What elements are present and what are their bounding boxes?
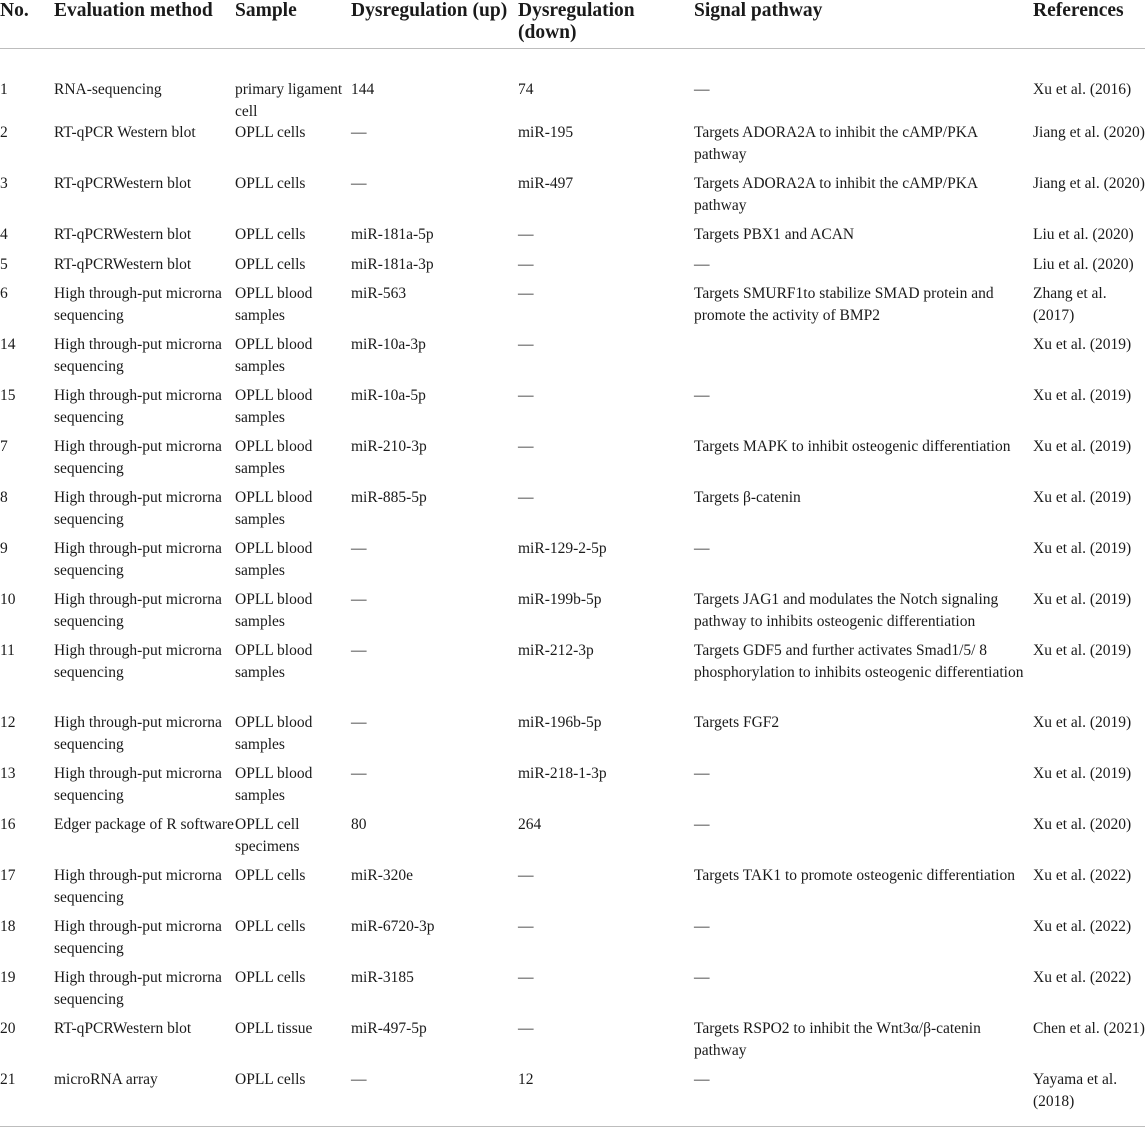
col-evaluation-method-cell: High through-put microrna sequencing [54, 765, 222, 804]
col-references-cell: Xu et al. (2022) [1033, 918, 1132, 935]
col-dysregulation-down-cell: 12 [518, 1069, 694, 1127]
col-no-cell: 5 [0, 255, 8, 273]
col-sample-cell: OPLL cell specimens [235, 816, 300, 855]
col-references-cell: Xu et al. (2019) [1033, 336, 1132, 353]
col-evaluation-method-cell: High through-put microrna sequencing [54, 387, 222, 426]
col-references-cell: Liu et al. (2020) [1033, 255, 1134, 273]
col-dysregulation-down-cell: miR-195 [518, 124, 574, 141]
table-header [0, 0, 1145, 49]
col-references-cell: Xu et al. (2019) [1033, 540, 1132, 557]
table-row [0, 1069, 1145, 1127]
col-dysregulation-down-cell: miR-196b-5p [518, 714, 602, 731]
col-evaluation-method-cell: RT-qPCRWestern blot [54, 226, 192, 243]
col-signal-pathway-cell: Targets β-catenin [694, 489, 801, 506]
col-dysregulation-down-cell: — [518, 255, 534, 273]
col-references-cell: Jiang et al. (2020) [1033, 124, 1145, 141]
col-evaluation-method-cell: High through-put microrna sequencing [54, 540, 222, 579]
col-sample-cell: OPLL blood samples [235, 540, 313, 579]
col-evaluation-method-cell: High through-put microrna sequencing [54, 867, 222, 906]
col-sample-cell: OPLL cells [235, 969, 306, 986]
col-evaluation-method-cell: High through-put microrna sequencing [54, 591, 222, 630]
table-row [0, 173, 1145, 224]
table-row [0, 640, 1145, 712]
col-dysregulation-up-cell: — [351, 765, 367, 782]
col-dysregulation-up-cell: miR-10a-5p [351, 387, 426, 404]
col-sample-cell: OPLL blood samples [235, 438, 313, 477]
col-dysregulation-down-cell: — [518, 918, 534, 935]
table-row [0, 334, 1145, 385]
col-signal-pathway-cell: Targets GDF5 and further activates Smad1/5/ 8 phosphorylation to inhibits osteogenic differentiation [694, 642, 1024, 681]
col-dysregulation-down-cell: — [518, 969, 534, 986]
col-sample-cell: OPLL cells [235, 867, 306, 884]
col-no-header: No. [0, 0, 54, 49]
table-row [0, 916, 1145, 967]
col-references-cell: Xu et al. (2019) [1033, 387, 1132, 404]
col-no-cell: 10 [0, 591, 16, 608]
col-dysregulation-up-cell: — [351, 714, 367, 731]
col-dysregulation-up-cell: miR-210-3p [351, 438, 427, 455]
col-no-cell: 20 [0, 1020, 16, 1037]
col-dysregulation-up-cell: miR-563 [351, 285, 407, 302]
col-dysregulation-down-cell: — [518, 489, 534, 506]
col-dysregulation-down-header: Dysregulation (down) [518, 0, 694, 49]
col-dysregulation-up-cell: miR-10a-3p [351, 336, 426, 353]
col-references-cell: Xu et al. (2019) [1033, 642, 1132, 659]
col-dysregulation-down-cell: miR-199b-5p [518, 591, 602, 608]
col-references-cell: Liu et al. (2020) [1033, 226, 1134, 243]
col-no-cell: 19 [0, 969, 16, 986]
table-row [0, 967, 1145, 1018]
col-dysregulation-up-cell: miR-885-5p [351, 489, 427, 506]
table-row [0, 49, 1145, 123]
col-references-cell: Xu et al. (2019) [1033, 714, 1132, 731]
col-no-cell: 14 [0, 336, 16, 353]
col-no-cell: 15 [0, 387, 16, 404]
col-dysregulation-up-cell: — [351, 124, 367, 141]
col-references-cell: Xu et al. (2022) [1033, 969, 1132, 986]
col-sample-cell: OPLL cells [235, 175, 306, 192]
col-dysregulation-up-cell: — [351, 642, 367, 659]
col-dysregulation-down-cell: 74 [518, 81, 534, 98]
col-signal-pathway-cell: — [694, 765, 710, 782]
col-no-cell: 6 [0, 285, 8, 302]
col-evaluation-method-cell: RT-qPCRWestern blot [54, 1020, 192, 1037]
header-row [0, 0, 1145, 49]
col-no-cell: 11 [0, 642, 15, 659]
col-sample-header: Sample [235, 0, 351, 49]
col-sample-cell: OPLL blood samples [235, 642, 313, 681]
col-dysregulation-up-cell: miR-497-5p [351, 1020, 427, 1037]
table-row [0, 589, 1145, 640]
table-row [0, 254, 1145, 284]
col-signal-pathway-cell: — [694, 387, 710, 404]
col-signal-pathway-cell: Targets ADORA2A to inhibit the cAMP/PKA pathway [694, 124, 978, 163]
col-signal-pathway-cell: — [694, 1069, 1033, 1127]
col-references-cell: Yayama et al. (2018) [1033, 1069, 1145, 1127]
table-row [0, 814, 1145, 865]
col-no-cell: 12 [0, 714, 16, 731]
col-signal-pathway-cell: — [694, 255, 710, 273]
col-signal-pathway-header: Signal pathway [694, 0, 1033, 49]
col-evaluation-method-cell: High through-put microrna sequencing [54, 489, 222, 528]
col-evaluation-method-cell: High through-put microrna sequencing [54, 918, 222, 957]
col-no-cell: 3 [0, 175, 8, 192]
col-no-cell: 2 [0, 124, 8, 141]
col-sample-cell: OPLL blood samples [235, 714, 313, 753]
col-evaluation-method-cell: High through-put microrna sequencing [54, 969, 222, 1008]
col-dysregulation-down-cell: — [518, 285, 534, 302]
col-dysregulation-up-cell: miR-320e [351, 867, 413, 884]
col-dysregulation-up-cell: miR-3185 [351, 969, 414, 986]
col-evaluation-method-header: Evaluation method [54, 0, 235, 49]
col-references-cell: Chen et al. (2021) [1033, 1020, 1145, 1037]
col-dysregulation-down-cell: — [518, 438, 534, 455]
col-sample-cell: OPLL cells [235, 1069, 351, 1127]
table-row [0, 224, 1145, 254]
col-sample-cell: OPLL cells [235, 255, 306, 273]
col-signal-pathway-cell: Targets SMURF1to stabilize SMAD protein and promote the activity of BMP2 [694, 285, 994, 324]
col-dysregulation-down-cell: miR-212-3p [518, 642, 594, 659]
col-sample-cell: OPLL blood samples [235, 765, 313, 804]
col-signal-pathway-cell: — [694, 540, 710, 557]
col-sample-cell: OPLL cells [235, 918, 306, 935]
table-row [0, 1018, 1145, 1069]
col-evaluation-method-cell: High through-put microrna sequencing [54, 642, 222, 681]
table-row [0, 436, 1145, 487]
col-no-cell: 16 [0, 816, 16, 833]
col-dysregulation-down-cell: 264 [518, 816, 542, 833]
col-evaluation-method-cell: Edger package of R software [54, 816, 234, 833]
col-references-cell: Xu et al. (2019) [1033, 765, 1132, 782]
col-dysregulation-down-cell: — [518, 336, 534, 353]
col-evaluation-method-cell: RNA-sequencing [54, 81, 162, 98]
col-dysregulation-down-cell: — [518, 867, 534, 884]
col-no-cell: 8 [0, 489, 8, 506]
col-signal-pathway-cell: Targets JAG1 and modulates the Notch signaling pathway to inhibits osteogenic differentiation [694, 591, 999, 630]
col-dysregulation-up-cell: 80 [351, 816, 367, 833]
col-dysregulation-down-cell: miR-218-1-3p [518, 765, 607, 782]
col-references-cell: Xu et al. (2016) [1033, 81, 1132, 98]
col-dysregulation-down-cell: miR-497 [518, 175, 574, 192]
col-evaluation-method-cell: microRNA array [54, 1069, 235, 1127]
col-references-cell: Xu et al. (2019) [1033, 489, 1132, 506]
table-row [0, 712, 1145, 763]
table-row [0, 865, 1145, 916]
col-dysregulation-up-header: Dysregulation (up) [351, 0, 518, 49]
col-sample-cell: OPLL tissue [235, 1020, 313, 1037]
col-dysregulation-up-cell: — [351, 1069, 518, 1127]
col-references-cell: Zhang et al. (2017) [1033, 285, 1107, 324]
col-evaluation-method-cell: High through-put microrna sequencing [54, 714, 222, 753]
col-signal-pathway-cell: — [694, 918, 710, 935]
col-dysregulation-up-cell: — [351, 175, 367, 192]
col-references-cell: Xu et al. (2020) [1033, 816, 1132, 833]
col-signal-pathway-cell [694, 334, 1033, 385]
col-signal-pathway-cell: Targets PBX1 and ACAN [694, 226, 855, 243]
table-row [0, 385, 1145, 436]
col-sample-cell: OPLL cells [235, 124, 306, 141]
col-evaluation-method-cell: High through-put microrna sequencing [54, 438, 222, 477]
col-signal-pathway-cell: Targets RSPO2 to inhibit the Wnt3α/β-catenin pathway [694, 1020, 981, 1059]
col-no-cell: 4 [0, 226, 8, 243]
table-row [0, 122, 1145, 173]
col-dysregulation-down-cell: — [518, 226, 534, 243]
table-row [0, 283, 1145, 334]
col-signal-pathway-cell: — [694, 816, 710, 833]
col-evaluation-method-cell: High through-put microrna sequencing [54, 336, 222, 375]
col-references-header: References [1033, 0, 1145, 49]
col-dysregulation-up-cell: — [351, 591, 367, 608]
col-dysregulation-down-cell: — [518, 387, 534, 404]
col-sample-cell: OPLL cells [235, 226, 306, 243]
col-no-cell: 13 [0, 765, 16, 782]
col-references-cell: Jiang et al. (2020) [1033, 175, 1145, 192]
col-dysregulation-down-cell: miR-129-2-5p [518, 540, 607, 557]
table-row [0, 487, 1145, 538]
col-references-cell: Xu et al. (2019) [1033, 591, 1132, 608]
col-dysregulation-up-cell: miR-181a-5p [351, 226, 434, 243]
table-body [0, 49, 1145, 1127]
col-signal-pathway-cell: — [694, 81, 710, 98]
col-no-cell: 9 [0, 540, 8, 557]
col-signal-pathway-cell: Targets FGF2 [694, 714, 780, 731]
col-no-cell: 18 [0, 918, 16, 935]
col-references-cell: Xu et al. (2019) [1033, 438, 1132, 455]
col-references-cell: Xu et al. (2022) [1033, 867, 1132, 884]
col-sample-cell: OPLL blood samples [235, 591, 313, 630]
col-sample-cell: OPLL blood samples [235, 285, 313, 324]
col-evaluation-method-cell: High through-put microrna sequencing [54, 285, 222, 324]
col-signal-pathway-cell: Targets MAPK to inhibit osteogenic differentiation [694, 438, 1011, 455]
table-row [0, 763, 1145, 814]
col-dysregulation-up-cell: miR-6720-3p [351, 918, 435, 935]
col-evaluation-method-cell: RT-qPCRWestern blot [54, 255, 192, 273]
col-sample-cell: OPLL blood samples [235, 387, 313, 426]
col-signal-pathway-cell: Targets TAK1 to promote osteogenic differentiation [694, 867, 1015, 884]
col-dysregulation-up-cell: 144 [351, 81, 375, 98]
col-dysregulation-up-cell: — [351, 540, 367, 557]
col-dysregulation-up-cell: miR-181a-3p [351, 255, 434, 273]
col-signal-pathway-cell: Targets ADORA2A to inhibit the cAMP/PKA pathway [694, 175, 978, 214]
col-sample-cell: OPLL blood samples [235, 336, 313, 375]
col-evaluation-method-cell: RT-qPCRWestern blot [54, 175, 192, 192]
col-no-cell: 1 [0, 81, 8, 98]
col-sample-cell: OPLL blood samples [235, 489, 313, 528]
col-dysregulation-down-cell: — [518, 1020, 534, 1037]
col-no-cell: 21 [0, 1069, 54, 1127]
col-no-cell: 17 [0, 867, 16, 884]
col-signal-pathway-cell: — [694, 969, 710, 986]
table-row [0, 538, 1145, 589]
col-evaluation-method-cell: RT-qPCR Western blot [54, 124, 196, 141]
col-sample-cell: primary ligament cell [235, 81, 343, 120]
col-no-cell: 7 [0, 438, 8, 455]
